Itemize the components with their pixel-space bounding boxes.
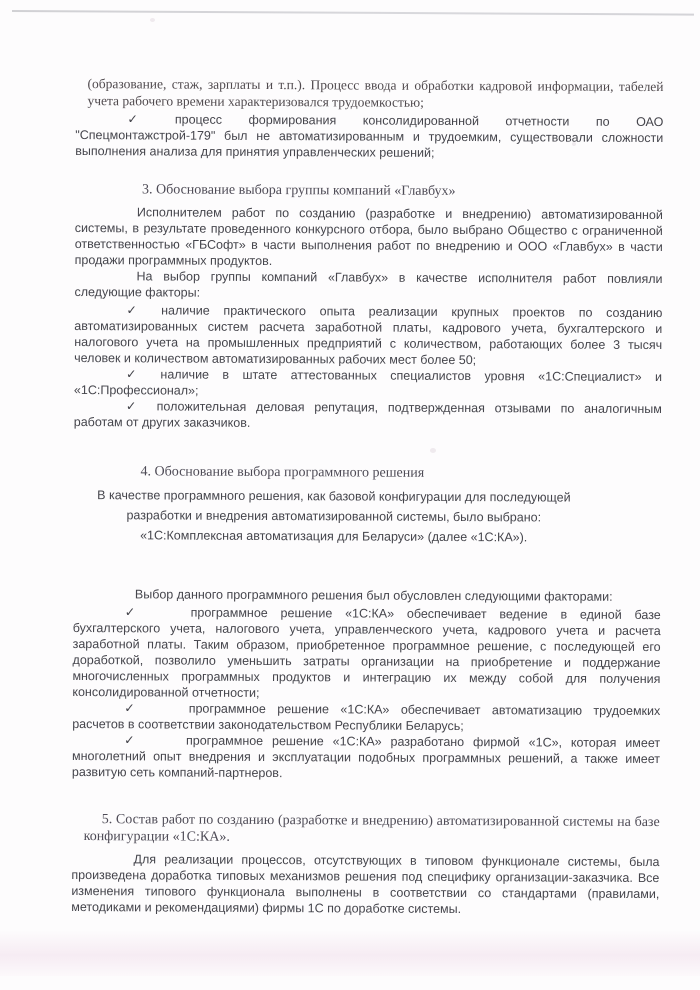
list-item — [72, 604, 660, 703]
checkmark-bullet-icon: ✓ — [126, 303, 148, 318]
checkmark-bullet-icon: ✓ — [124, 701, 143, 716]
list-item — [72, 700, 660, 735]
list-item — [74, 398, 662, 433]
checkmark-bullet-icon: ✓ — [127, 112, 161, 127]
section-5-heading: 5. Состав работ по созданию (разработке и внедрению) автоматизированной системы на базе конфигурации «1С:КА». — [83, 812, 660, 845]
intro-list-item — [75, 111, 663, 162]
checkmark-bullet-icon: ✓ — [124, 733, 141, 748]
list-item-text: наличие в штате аттестованных специалистов уровня «1С:Специалист» и «1С:Профессионал»; — [73, 367, 663, 398]
section-3-paragraph-1: Исполнителем работ по созданию (разработке и внедрению) автоматизированной системы, в результате проведенного конкурсного отбора, было выбрано Общество с ограниченной ответственностью «ГБСофт» в части выполнения работ по внедрению и ООО «Главбух» в части продажи программных продуктов. — [74, 205, 663, 269]
list-item — [72, 732, 660, 783]
section-3-heading: 3. Обоснование выбора группы компаний «Главбух» — [141, 182, 456, 199]
intro-paragraph: (образование, стаж, зарплаты и т.п.). Процесс ввода и обработки кадровой информации, табелей учета рабочего времени характеризовался трудоемкостью; — [87, 76, 664, 110]
section-5-paragraph-1: Для реализации процессов, отсутствующих в типовом функционале системы, была произведена доработка типовых механизмов решения под специфику организации-заказчика. Все изменения типового функционала выполнены в соответствии со стандартами (правилами, методиками и рекомендациями) фирмы 1С по доработке системы. — [71, 852, 660, 917]
document-content — [71, 0, 664, 918]
scan-artifact-tint — [0, 930, 700, 976]
list-item-text: процесс формирования консолидированной отчетности по ОАО "Спецмонтажстрой-179" был не автоматизированным и трудоемким, существовали сложности выполнения анализа для принятия управленческих решений; — [75, 112, 664, 160]
section-4-paragraph-1: В качестве программного решения, как базовой конфигурации для последующей разработки и внедрения автоматизированной системы, было выбрано: «1С:Комплексная автоматизация для Беларуси» (далее «1С:КА»). — [97, 488, 571, 545]
list-item — [74, 302, 662, 369]
list-item-text: программное решение «1С:КА» обеспечивает ведение в единой базе бухгалтерского учета, налогового учета, управленческого учета, кадрового учета и расчета заработной платы. Таким образом, приобретенное программное решение, с последующей его доработкой, позволило уменьшить затраты организации на приобретение и поддержание многочисленных программных продуктов и интеграцию их между собой для получения консолидированной отчетности; — [72, 605, 661, 700]
section-3-paragraph-2: На выбор группы компаний «Главбух» в качестве исполнителя работ повлияли следующие факторы: — [74, 269, 663, 300]
list-item-text: наличие практического опыта реализации крупных проектов по созданию автоматизированных систем расчета заработной платы, кадрового учета, бухгалтерского и налогового учета на промышленных предприятий с количеством, работающих более 3 тысяч человек и количеством автоматизированных рабочих мест более 50; — [74, 303, 663, 368]
section-4-paragraph-2: Выбор данного программного решения был обусловлен следующими факторами: — [134, 587, 613, 604]
section-4-heading: 4. Обоснование выбора программного решения — [140, 464, 425, 481]
checkmark-bullet-icon: ✓ — [125, 399, 143, 414]
list-item-text: программное решение «1С:КА» разработано фирмой «1С», которая имеет многолетний опыт внедрения и эксплуатации подобных программных решений, а также имеет развитую сеть компаний-партнеров. — [71, 733, 661, 781]
list-item-text: положительная деловая репутация, подтвержденная отзывами по аналогичным работам от других заказчиков. — [73, 399, 662, 430]
checkmark-bullet-icon: ✓ — [126, 367, 147, 382]
list-item — [74, 366, 662, 401]
checkmark-bullet-icon: ✓ — [124, 605, 145, 620]
list-item-text: программное решение «1С:КА» обеспечивает автоматизацию трудоемких расчетов в соответствии законодательством Республики Беларусь; — [72, 701, 661, 734]
